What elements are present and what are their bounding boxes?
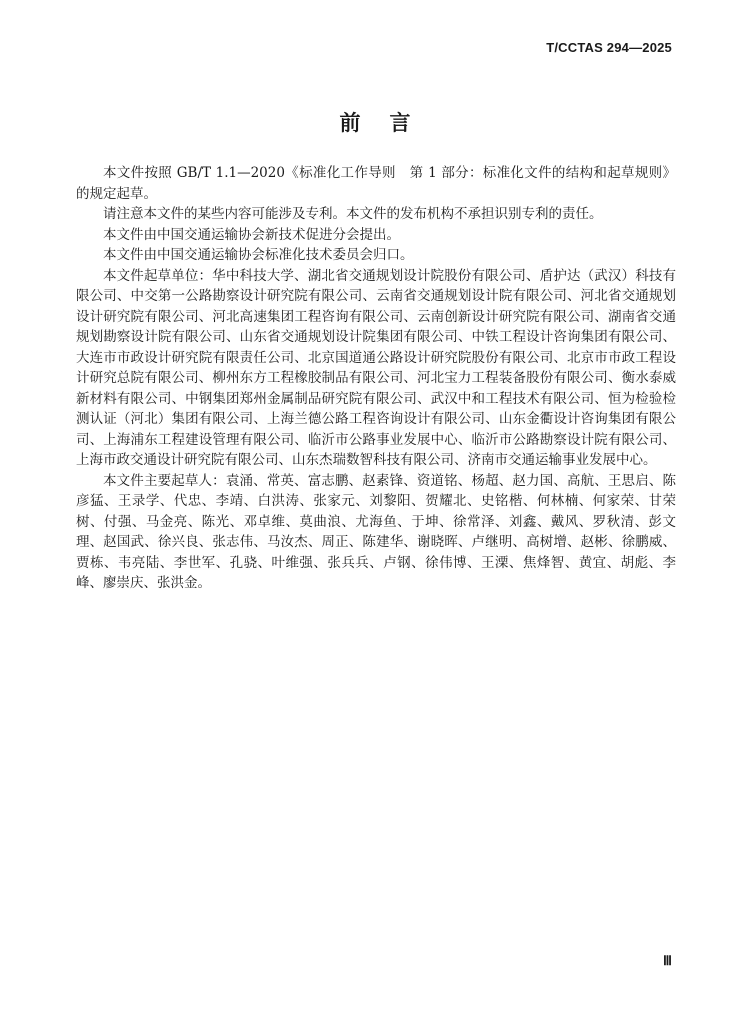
paragraph-patent-notice: 请注意本文件的某些内容可能涉及专利。本文件的发布机构不承担识别专利的责任。 — [103, 206, 603, 222]
paragraph-drafting-units: 本文件起草单位：华中科技大学、湖北省交通规划设计院股份有限公司、盾护达（武汉）科技有限公司、中交第一公路勘察设计研究院有限公司、云南省交通规划设计院有限公司、河北省交通规划设计研究院有限公司、河北高速集团工程咨询有限公司、云南创新设计研究院有限公司、湖南省交通规划勘察设计院有限公司、山东省交通规划设计院集团有限公司、中铁工程设计咨询集团有限公司、大连市市政设计研究院有限责任公司、北京国道通公路设计研究院股份有限公司、北京市市政工程设计研究总院有限公司、柳州东方工程橡胶制品有限公司、河北宝力工程装备股份有限公司、衡水泰威新材料有限公司、中钢集团郑州金属制品研究院有限公司、武汉中和工程技术有限公司、恒为检验检测认证（河北）集团有限公司、上海兰德公路工程咨询设计有限公司、山东金衢设计咨询集团有限公司、上海浦东工程建设管理有限公司、临沂市公路事业发展中心、临沂市公路勘察设计院有限公司、上海市政交通设计研究院有限公司、山东杰瑞数智科技有限公司、济南市交通运输事业发展中心。 — [76, 267, 676, 468]
document-code: T/CCTAS 294—2025 — [546, 40, 672, 55]
paragraph-proposer: 本文件由中国交通运输协会新技术促进分会提出。 — [103, 226, 400, 243]
paragraph-drafting-rules: 本文件按照 GB/T 1.1—2020《标准化工作导则 第 1 部分：标准化文件的结构和起草规则》的规定起草。 — [76, 165, 676, 202]
page-number: Ⅲ — [663, 953, 672, 968]
foreword-body — [76, 163, 676, 594]
paragraph-administrator: 本文件由中国交通运输协会标准化技术委员会归口。 — [103, 247, 414, 263]
paragraph-main-drafters: 本文件主要起草人：袁涌、常英、富志鹏、赵素锋、资道铭、杨超、赵力国、高航、王思启、陈彦猛、王录学、代忠、李靖、白洪涛、张家元、刘黎阳、贺耀北、史铭楷、何林楠、何家荣、甘荣树、付强、马金亮、陈光、邓卓维、莫曲浪、尤海鱼、于坤、徐常泽、刘鑫、戴风、罗秋清、彭文理、赵国武、徐兴良、张志伟、马汝杰、周正、陈建华、谢晓晖、卢继明、高树增、赵彬、徐鹏威、贾栋、韦亮陆、李世军、孔骁、叶维强、张兵兵、卢钢、徐伟博、王溧、焦烽智、黄宜、胡彪、李峰、廖崇庆、张洪金。 — [76, 472, 676, 591]
page-title: 前言 — [339, 111, 440, 135]
